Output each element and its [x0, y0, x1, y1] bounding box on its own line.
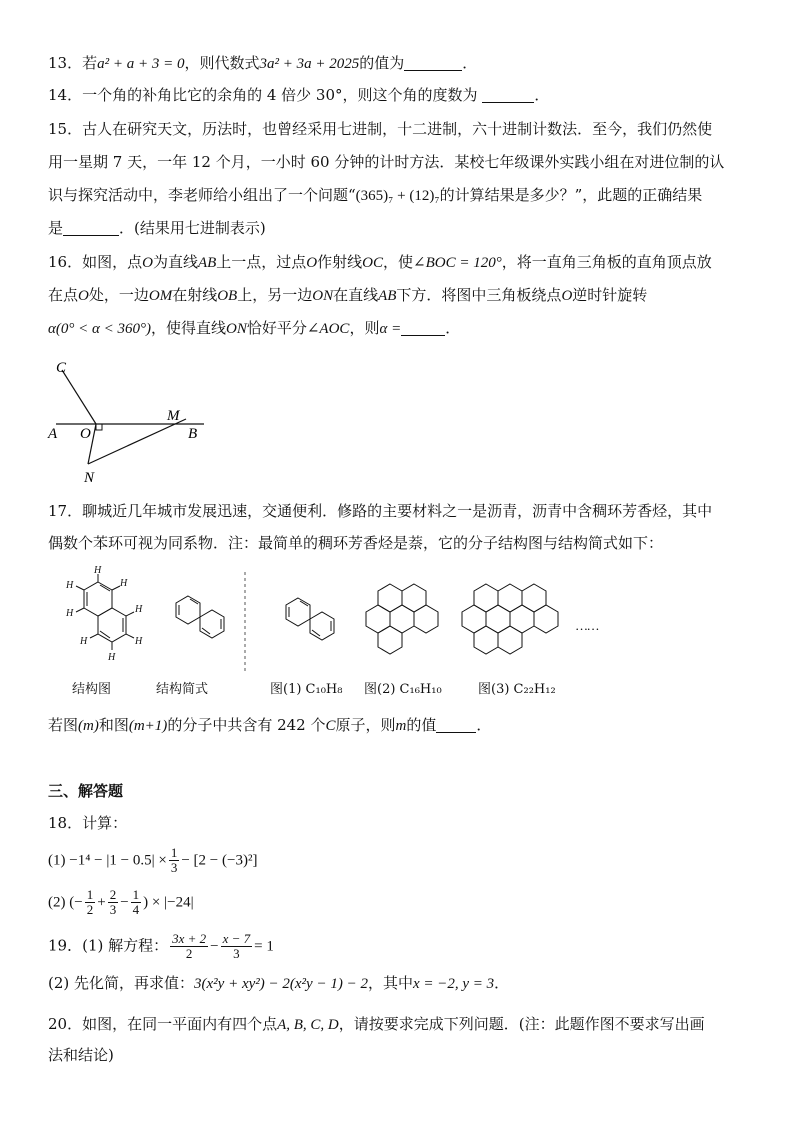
numerator: 2: [109, 887, 117, 902]
q17-text-a: 若图: [48, 716, 79, 734]
q13-end: ．: [462, 54, 478, 72]
q16-text-3a: ，使得直线: [150, 319, 226, 337]
h-label: H: [108, 652, 116, 663]
fraction-lhs-1: [170, 932, 208, 961]
denominator: 2: [185, 946, 193, 961]
q20-points: A, B, C, D: [277, 1017, 339, 1033]
q20-text-2: 法和结论): [48, 1046, 114, 1064]
q17-text-b: 和图: [98, 716, 129, 734]
label-o: O: [80, 426, 91, 442]
q15-text-1: 15．古人在研究天文，历法时，也曾经采用七进制，十二进制，六十进制计数法．至今，我们仍然使: [48, 120, 713, 138]
numerator: 1: [170, 845, 178, 860]
q17-m: m: [395, 718, 407, 734]
label-n: N: [84, 470, 95, 486]
q16-angle-aoc: ∠AOC: [306, 321, 350, 337]
q15-line-3: [48, 184, 702, 207]
q18-title: [48, 812, 127, 834]
question-14: [48, 84, 549, 106]
q17-text-2: 偶数个苯环可视为同系物．注：最简单的稠环芳香烃是萘，它的分子结构图与结构简式如下：: [48, 534, 664, 552]
q20-line-1: [48, 1013, 705, 1036]
q16-end: ．: [445, 319, 461, 337]
h-label: H: [66, 580, 74, 591]
q16-text-3d: ，则: [349, 319, 380, 337]
q16-text-2a: 在点: [48, 286, 79, 304]
denominator: 3: [233, 946, 240, 961]
q17-question-line: [48, 714, 491, 737]
q16-point-o: O: [142, 255, 153, 271]
minus-sign: −: [74, 894, 83, 911]
minus-sign: −: [120, 894, 129, 911]
q18-p1-text-a: (1) −1⁴ − |1 − 0.5| ×: [48, 852, 167, 869]
q18-title-text: 18．计算：: [48, 814, 128, 832]
ray-oc: [62, 370, 96, 424]
q15-text-2: 用一星期 7 天，一年 12 个月，一小时 60 分钟的计时方法．某校七年级课外实践小组在对进位制的认: [48, 153, 725, 171]
numerator: 1: [86, 887, 94, 902]
label-c: C: [56, 360, 67, 376]
q16-point-o-3: O: [78, 288, 89, 304]
q17-text-e: 的值: [406, 716, 437, 734]
ellipsis: ……: [576, 618, 600, 633]
q16-text-1b: 为直线: [152, 253, 198, 271]
q19-part1: [48, 932, 274, 961]
fig2-pyrene: [366, 584, 438, 654]
q13-answer-blank[interactable]: [404, 70, 462, 71]
h-label: H: [94, 565, 102, 576]
q16-text-1c: 上一点，过点: [216, 253, 307, 271]
q16-geometry-figure: [40, 352, 220, 492]
q18-part2: [48, 888, 194, 917]
q16-line-1: [48, 251, 712, 274]
q20-text-1a: 20．如图，在同一平面内有四个点: [48, 1015, 278, 1033]
q17-text-d: 原子，则: [335, 716, 396, 734]
q16-point-o-4: O: [561, 288, 573, 304]
numerator: x − 7: [222, 931, 251, 946]
naphthalene-simplified-formula: [176, 596, 224, 638]
equals-one: = 1: [254, 938, 274, 955]
label-b: B: [188, 426, 198, 442]
denominator: 2: [86, 902, 94, 917]
q16-text-1e: ，使: [383, 253, 414, 271]
q16-text-1a: 16．如图，点: [48, 253, 143, 271]
q14-end: ．: [534, 86, 550, 104]
q13-text-1: 若: [82, 54, 98, 72]
q16-line-ab: AB: [197, 255, 217, 271]
denominator: 3: [170, 860, 178, 875]
caption-fig1: 图(1) C₁₀H₈: [270, 682, 343, 697]
q16-side-on: ON: [312, 288, 334, 304]
q20-line-2: [48, 1044, 114, 1066]
fig3-larger-aromatic: [462, 584, 558, 654]
q16-text-1d: 作射线: [317, 253, 363, 271]
q18-p2-text-a: (2) (: [48, 894, 75, 911]
q17-carbon: C: [325, 718, 336, 734]
numerator: 3x + 2: [172, 931, 207, 946]
caption-fig2: 图(2) C₁₆H₁₀: [364, 682, 442, 697]
q15-line-1: [48, 118, 712, 140]
q16-point-o-2: O: [306, 255, 318, 271]
denominator: 4: [132, 902, 140, 917]
q13-text-3: 的值为: [359, 54, 405, 72]
q19-part2: [48, 972, 509, 995]
q17-molecule-figures: [40, 562, 620, 674]
q17-line-2: [48, 532, 663, 554]
triangle-hypotenuse: [88, 419, 186, 464]
h-label: H: [135, 604, 143, 615]
minus-sign: −: [210, 938, 219, 955]
q16-text-3b: 恰好平分: [246, 319, 307, 337]
q17-end: ．: [476, 716, 492, 734]
q16-ray-oc: OC: [362, 255, 383, 271]
h-label: H: [80, 636, 88, 647]
q16-alpha-range: α(0° < α < 360°): [48, 321, 151, 337]
q19-text-2b: ，其中: [367, 974, 413, 992]
fraction-one-third: [169, 846, 180, 875]
hydrogen-labels: [65, 565, 143, 663]
caption-simplified: 结构简式: [156, 682, 209, 697]
question-13: [48, 52, 477, 75]
q16-answer-blank[interactable]: [401, 335, 445, 336]
q20-text-1b: ，请按要求完成下列问题．(注：此题作图不要求写出画: [338, 1015, 705, 1033]
q16-line-2: [48, 284, 647, 307]
q16-alpha-eq: α =: [379, 321, 402, 337]
q16-text-2f: 下方．将图中三角板绕点: [396, 286, 562, 304]
q18-p2-text-b: ) × |−24|: [143, 894, 194, 911]
q16-side-om: OM: [148, 288, 173, 304]
fraction-one-quarter: [131, 888, 142, 917]
q17-text-c: 的分子中共含有 242 个: [167, 716, 326, 734]
q16-text-1f: ，将一直角三角板的直角顶点放: [501, 253, 712, 271]
q17-fig-m: (m): [78, 718, 99, 734]
fraction-two-thirds: [108, 888, 119, 917]
h-label: H: [135, 636, 143, 647]
right-angle-mark: [96, 424, 102, 430]
q15-text-3b: 的计算结果是多少？”，此题的正确结果: [439, 186, 703, 204]
plus-sign: +: [97, 894, 106, 911]
denominator: 3: [109, 902, 117, 917]
q13-number: 13．: [48, 54, 83, 72]
q16-text-2g: 逆时针旋转: [572, 286, 648, 304]
q17-fig-m1: (m+1): [128, 718, 168, 734]
q17-text-1: 17．聊城近几年城市发展迅速，交通便利．修路的主要材料之一是沥青，沥青中含稠环芳香烃，其中: [48, 502, 713, 520]
q16-text-2b: 处，一边: [88, 286, 149, 304]
q19-values: x = −2, y = 3: [412, 976, 495, 992]
q14-text: 14．一个角的补角比它的余角的 4 倍少 30°，则这个角的度数为: [48, 86, 478, 104]
section-heading-answers: 三、解答题: [48, 782, 124, 800]
q16-text-2c: 在射线: [172, 286, 218, 304]
q13-expression: 3a² + 3a + 2025: [259, 56, 360, 72]
label-m: M: [167, 408, 180, 424]
q15-line-2: [48, 151, 724, 173]
q16-text-2e: 在直线: [333, 286, 379, 304]
numerator: 1: [132, 887, 140, 902]
q18-part1: [48, 846, 257, 875]
q15-text-4b: ．(结果用七进制表示): [119, 219, 266, 237]
q19-text-1a: 19．(1) 解方程：: [48, 936, 169, 955]
q15-text-4a: 是: [48, 219, 64, 237]
fraction-lhs-2: [221, 932, 253, 961]
q13-text-2: ，则代数式: [184, 54, 260, 72]
h-label: H: [120, 578, 128, 589]
q13-equation: a² + a + 3 = 0: [97, 56, 185, 72]
fraction-one-half: [85, 888, 96, 917]
q15-expression: (365)₇ + (12)₇: [355, 188, 440, 204]
q16-line-ab-2: AB: [378, 288, 397, 304]
h-label: H: [66, 608, 74, 619]
q16-text-2d: 上，另一边: [237, 286, 313, 304]
label-a: A: [48, 426, 58, 442]
fig1-naphthalene: [286, 598, 334, 640]
q16-line-3: [48, 317, 460, 340]
q16-line-on: ON: [226, 321, 247, 337]
q19-expression: 3(x²y + xy²) − 2(x²y − 1) − 2: [194, 976, 368, 992]
caption-structure: 结构图: [72, 682, 112, 697]
q15-line-4: [48, 217, 266, 239]
q15-text-3a: 识与探究活动中，李老师给小组出了一个问题“: [48, 186, 356, 204]
q18-p1-text-b: − [2 − (−3)²]: [181, 852, 258, 869]
q15-answer-blank[interactable]: [63, 235, 119, 236]
q17-answer-blank[interactable]: [436, 732, 476, 733]
q19-text-2a: (2) 先化简，再求值：: [48, 974, 195, 992]
q19-end: ．: [494, 974, 510, 992]
q16-angle-boc: ∠BOC = 120°: [413, 255, 502, 271]
q16-ray-ob: OB: [217, 288, 238, 304]
q17-line-1: [48, 500, 712, 522]
caption-fig3: 图(3) C₂₂H₁₂: [478, 682, 556, 697]
q14-answer-blank[interactable]: [482, 102, 534, 103]
